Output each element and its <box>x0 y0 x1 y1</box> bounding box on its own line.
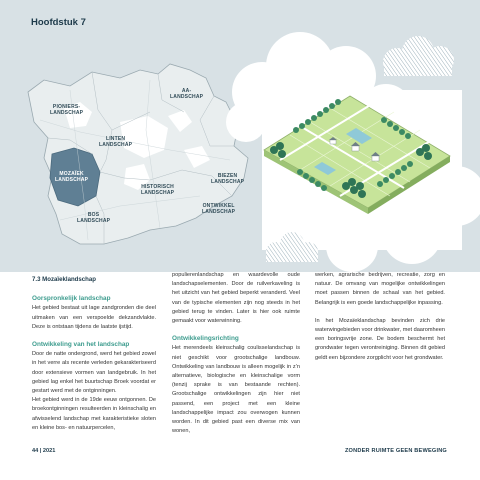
paragraph: Het merendeels kleinschalig coulisselandschap is niet geschikt voor grootschalige landbouw. Ontwikkeling van landbouw is alleen mogelijk in z’n alternatieve, biologische en kleinschalige vorm (tenzij sprake is van bestaande rechten). Grootschalige ontwikkelingen zijn hier niet passend, een project met een kleine landschappelijke impact zou overwogen kunnen worden. In dit gebied past een diverse mix van wonen, <box>172 345 300 435</box>
map-label-aa: AA- LANDSCHAP <box>170 88 204 100</box>
paragraph: Het gebied werd in de 19de eeuw ontgonnen. De broekontginningen resulteerden in kleinschalig en afwisselend landschap met karakteristieke sloten en kleine bos- en natuurpercelen, <box>32 397 156 431</box>
paragraph: Door de natte ondergrond, werd het gebied zowel in het verre als recente verleden gekarakteriseerd door extensieve vormen van landgebruik. In het gebied lag enkel het buurtschap Broek voordat er gestart werd met de ontginningen. <box>32 351 156 395</box>
hatched-cloud <box>383 36 454 76</box>
subheading-origin: Oorspronkelijk landschap <box>32 295 111 303</box>
paragraph: werken, agrarische bedrijven, recreatie, zorg en natuur. De omvang van mogelijke ontwikkelingen moet passen binnen de schaal van het gebied. Belangrijk is een goede landschappelijke inpassing. <box>315 272 445 306</box>
map-label-biezen: BIEZEN LANDSCHAP <box>211 173 245 185</box>
map-label-linten: LINTEN LANDSCHAP <box>99 136 133 148</box>
map-label-mozaiek: MOZAÏEK LANDSCHAP <box>55 171 89 183</box>
text-column-3 <box>315 271 445 363</box>
subheading-direction: Ontwikkelingsrichting <box>172 335 239 343</box>
paragraph: In het Mozaïeklandschap bevinden zich drie waterwingebieden voor drinkwater, met daaromheen een boringsvrije zone. De bodem beschermt het grondwater tegen verontreiniging. Binnen dit gebied geldt een bijzondere zorgplicht voor het grondwater. <box>315 317 445 361</box>
map-label-bos: BOS LANDSCHAP <box>77 212 111 224</box>
paragraph: Het gebied bestaat uit lage zandgronden die deel uitmaken van een verspoelde dekzandvlakte. Deze is ontstaan tijdens de laatste ijstijd. <box>32 305 156 330</box>
paragraph: populierenlandschap en waardevolle oude landschapselementen. Door de ruilverkaveling is het uitzicht van het gebied beperkt veranderd. Veel van de typische elementen zijn nog steeds in het gebied terug te vinden. Later is hier ook ruimte gemaakt voor waterwinning. <box>172 272 300 325</box>
text-column-1 <box>32 271 156 433</box>
map-label-pioniers: PIONIERS- LANDSCHAP <box>50 104 84 116</box>
map-label-ontwikkel: ONTWIKKEL LANDSCHAP <box>202 203 236 215</box>
chapter-title: Hoofdstuk 7 <box>31 17 86 28</box>
page-number: 44 | 2021 <box>32 448 56 454</box>
section-title: 7.3 Mozaïeklandschap <box>32 276 97 283</box>
publication-title: ZONDER RUIMTE GEEN BEWEGING <box>344 448 447 454</box>
text-column-2 <box>172 271 300 436</box>
map-label-historisch: HISTORISCH LANDSCHAP <box>141 184 175 196</box>
subheading-development: Ontwikkeling van het landschap <box>32 341 130 349</box>
